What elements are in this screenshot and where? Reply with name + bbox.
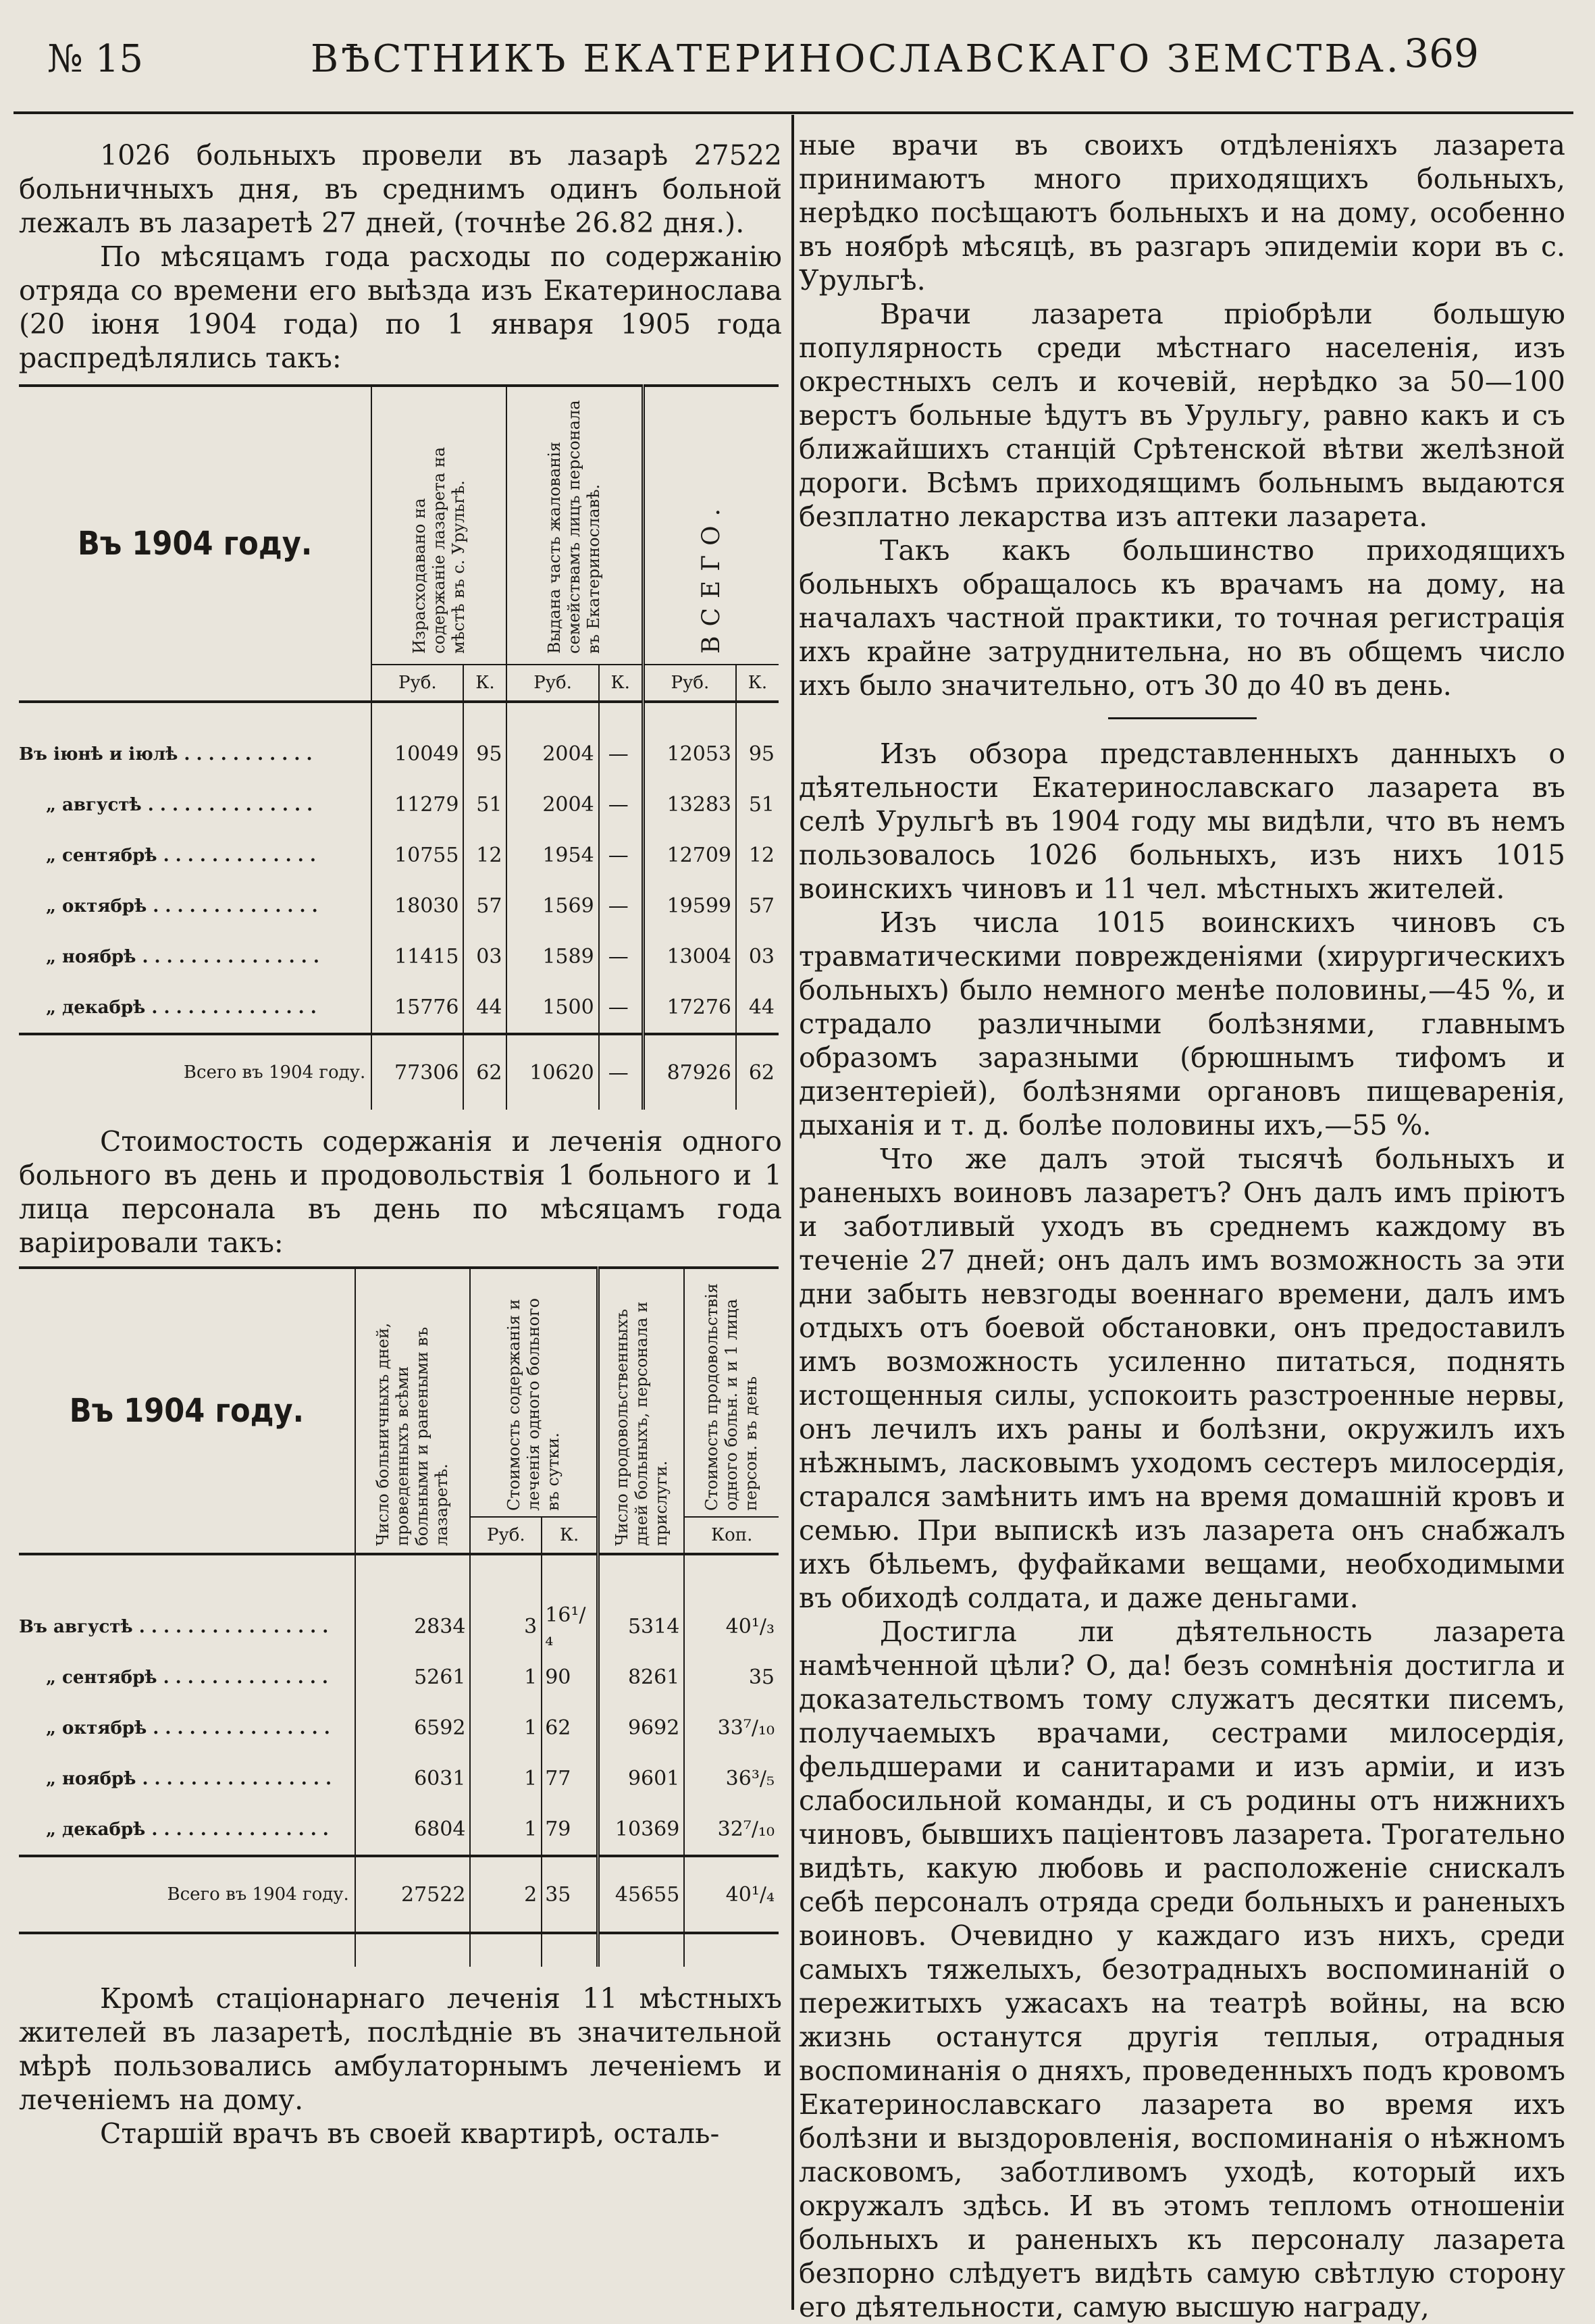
paragraph: Стоимостость содержанія и леченія одного больного въ день и продовольствія 1 больного и 1 лица персонала въ день по мѣсяцамъ года варіировали такъ: — [19, 1125, 782, 1259]
table-total-row: Всего въ 1904 году. 77306 62 10620 — 87926 62 — [19, 1034, 779, 1110]
table-row: „ сентябрѣ . . . . . . . . . . . . . 10755 12 1954 — 12709 12 — [19, 830, 779, 881]
paragraph: По мѣсяцамъ года расходы по содержанію отряда со времени его выѣзда изъ Екатеринослава (20 іюня 1904 года) по 1 января 1905 года распредѣлялись такъ: — [19, 240, 782, 374]
unit-rub: Руб. — [470, 1517, 542, 1554]
paragraph: Достигла ли дѣятельность лазарета намѣченной цѣли? О, да! безъ сомнѣнія достигла и доказательствомъ тому служатъ десятки писемъ, получаемыхъ врачами, сестрами милосердія, фельдшерами и санитарами и изъ арміи, и изъ слабосильной команды, и съ родины отъ нижнихъ чиновъ, бывшихъ паціентовъ лазарета. Трогательно видѣть, какую любовь и расположеніе снискалъ себѣ персоналъ отряда среди больныхъ и раненыхъ воиновъ. Очевидно у каждаго изъ нихъ, среди самыхъ тяжелыхъ, безотрадныхъ воспоминаній о пережитыхъ ужасахъ на театрѣ войны, на всю жизнь останутся другія теплыя, отрадныя воспоминанія о дняхъ, проведенныхъ подъ кровомъ Екатеринославскаго лазарета во время ихъ болѣзни и выздоровленія, воспоминанія о нѣжномъ ласковомъ, заботливомъ уходѣ, который ихъ окружалъ здѣсь. И въ этомъ тепломъ отношеніи больныхъ и раненыхъ къ персоналу лазарета безпорно слѣдуетъ видѣть самую свѣтлую сторону его дѣятельности, самую высшую награду, — [799, 1616, 1565, 2323]
unit-rub: Руб. — [506, 665, 598, 702]
column-header: Число продовольственныхъ дней больныхъ, персонала и прислуги. — [612, 1301, 671, 1546]
paragraph: ные врачи въ своихъ отдѣленіяхъ лазарета принимаютъ много приходящихъ больныхъ, нерѣдко посѣщаютъ больныхъ и на дому, особенно въ ноябрѣ мѣсяцѣ, въ разгаръ эпидеміи кори въ с. Урульгѣ. — [799, 129, 1565, 296]
paragraph: Врачи лазарета пріобрѣли большую популярность среди мѣстнаго населенія, изъ окрестныхъ селъ и кочевій, нерѣдко за 50—100 верстъ больные ѣдутъ въ Урульгу, равно какъ и съ ближайшихъ станцій Срѣтенской вѣтви желѣзной дороги. Всѣмъ приходящимъ больнымъ выдаются безплатно лекарства изъ аптеки лазарета. — [799, 298, 1565, 533]
unit-kop: К. — [599, 665, 644, 702]
paragraph: Что же далъ этой тысячѣ больныхъ и раненыхъ воиновъ лазаретъ? Онъ далъ имъ пріютъ и заботливый уходъ въ среднемъ каждому въ теченіе 27 дней; онъ далъ имъ возможность за эти дни забыть невзгоды военнаго времени, далъ имъ отдыхъ отъ боевой обстановки, онъ предоставилъ имъ возможность усиленно питаться, поднять истощенныя силы, успокоить разстроенные нервы, онъ лечилъ ихъ раны и болѣзни, окружилъ ихъ нѣжнымъ, ласковымъ уходомъ сестеръ милосердія, старался замѣнить имъ на время домашній кровъ и семью. При выпискѣ изъ лазарета онъ снабжалъ ихъ бѣльемъ, фуфайками вещами, необходимыми въ обиходѣ солдата, и даже деньгами. — [799, 1143, 1565, 1614]
table-corner-label: Въ 1904 году. — [19, 1268, 355, 1554]
paragraph: Кромѣ стаціонарнаго леченія 11 мѣстныхъ жителей въ лазаретѣ, послѣдніе въ значительной мѣрѣ пользовались амбулаторнымъ леченіемъ и леченіемъ на дому. — [19, 1982, 782, 2116]
journal-title: ВѢСТНИКЪ ЕКАТЕРИНОСЛАВСКАГО ЗЕМСТВА. — [311, 37, 1401, 81]
table-row: „ августѣ . . . . . . . . . . . . . . 11279 51 2004 — 13283 51 — [19, 779, 779, 830]
table-row: „ сентябрѣ . . . . . . . . . . . . . . 5261 1 90 8261 35 — [19, 1652, 779, 1703]
table-corner-label: Въ 1904 году. — [19, 386, 371, 702]
column-header: Израсходавано на содержаніе лазарета на мѣстѣ въ с. Урульгѣ. — [409, 446, 468, 654]
unit-kop: К. — [736, 665, 779, 702]
paragraph: 1026 больныхъ провели въ лазарѣ 27522 больничныхъ дня, въ среднимъ одинъ больной лежалъ въ лазаретѣ 27 дней, (точнѣе 26.82 дня.). — [19, 139, 782, 239]
running-header — [47, 24, 1479, 98]
table-row: „ октябрѣ . . . . . . . . . . . . . . 18030 57 1569 — 19599 57 — [19, 881, 779, 931]
table-row: „ октябрѣ . . . . . . . . . . . . . . . 6592 1 62 9692 33⁷/₁₀ — [19, 1703, 779, 1753]
unit-kop: К. — [463, 665, 506, 702]
column-rule — [791, 115, 794, 2310]
expenses-table — [19, 384, 779, 1110]
unit-rub: Руб. — [371, 665, 463, 702]
issue-number: № 15 — [47, 37, 144, 81]
table-row: Въ августѣ . . . . . . . . . . . . . . . . 2834 3 16¹/₄ 5314 40¹/₃ — [19, 1601, 779, 1652]
table-total-row: Всего въ 1904 году. 27522 2 35 45655 40¹/₄ — [19, 1856, 779, 1933]
header-rule — [14, 111, 1573, 114]
column-header: Выдана часть жалованія семействамъ лицъ персонала въ Екатеринославѣ. — [545, 400, 604, 654]
table-row: „ декабрѣ . . . . . . . . . . . . . . . 6804 1 79 10369 32⁷/₁₀ — [19, 1804, 779, 1856]
paragraph: Изъ обзора представленныхъ данныхъ о дѣятельности Екатеринославскаго лазарета въ селѣ Урульгѣ въ 1904 году мы видѣли, что въ немъ пользовалось 1026 больныхъ, изъ нихъ 1015 воинскихъ чиновъ и 11 чел. мѣстныхъ жителей. — [799, 738, 1565, 905]
table-row: „ декабрѣ . . . . . . . . . . . . . . 15776 44 1500 — 17276 44 — [19, 982, 779, 1034]
paragraph: Такъ какъ большинство приходящихъ больныхъ обращалось къ врачамъ на дому, на началахъ частной практики, то точная регистрація ихъ крайне затруднительна, но въ общемъ число ихъ было значительно, отъ 30 до 40 въ день. — [799, 534, 1565, 702]
paragraph: Старшій врачъ въ своей квартирѣ, осталь- — [100, 2117, 720, 2150]
section-divider — [1108, 717, 1257, 719]
unit-kop: К. — [542, 1517, 598, 1554]
left-column — [19, 138, 782, 2150]
cost-table — [19, 1266, 779, 1967]
column-header: Число больничныхъ дней, проведенныхъ всѣми больными и ранеными въ лазаретѣ. — [373, 1322, 452, 1546]
column-header: Стоимость продовольствія одного больн. и и 1 лица персон. въ день — [702, 1283, 761, 1511]
column-header: Стоимость содержанія и леченія одного больного въ сутки. — [504, 1298, 563, 1511]
table-row: „ ноябрѣ . . . . . . . . . . . . . . . 11415 03 1589 — 13004 03 — [19, 931, 779, 982]
table-row: Въ іюнѣ и іюлѣ . . . . . . . . . . . 10049 95 2004 — 12053 95 — [19, 729, 779, 779]
unit-kop: Коп. — [684, 1517, 779, 1554]
column-header: ВСЕГО. — [698, 498, 726, 654]
unit-rub: Руб. — [643, 665, 736, 702]
table-row: „ ноябрѣ . . . . . . . . . . . . . . . . 6031 1 77 9601 36³/₅ — [19, 1753, 779, 1804]
right-column — [799, 128, 1565, 2324]
page-number: 369 — [1404, 30, 1479, 76]
paragraph: Изъ числа 1015 воинскихъ чиновъ съ травматическими повреждeніями (хирургическихъ больныхъ) было немного менѣе половины,—45 %, и страдало различными болѣзнями, главнымъ образомъ заразными (брюшнымъ тифомъ и дизентеріей), болѣзнями органовъ пищеваренія, дыханія и т. д. болѣе половины ихъ,—55 %. — [799, 906, 1565, 1141]
